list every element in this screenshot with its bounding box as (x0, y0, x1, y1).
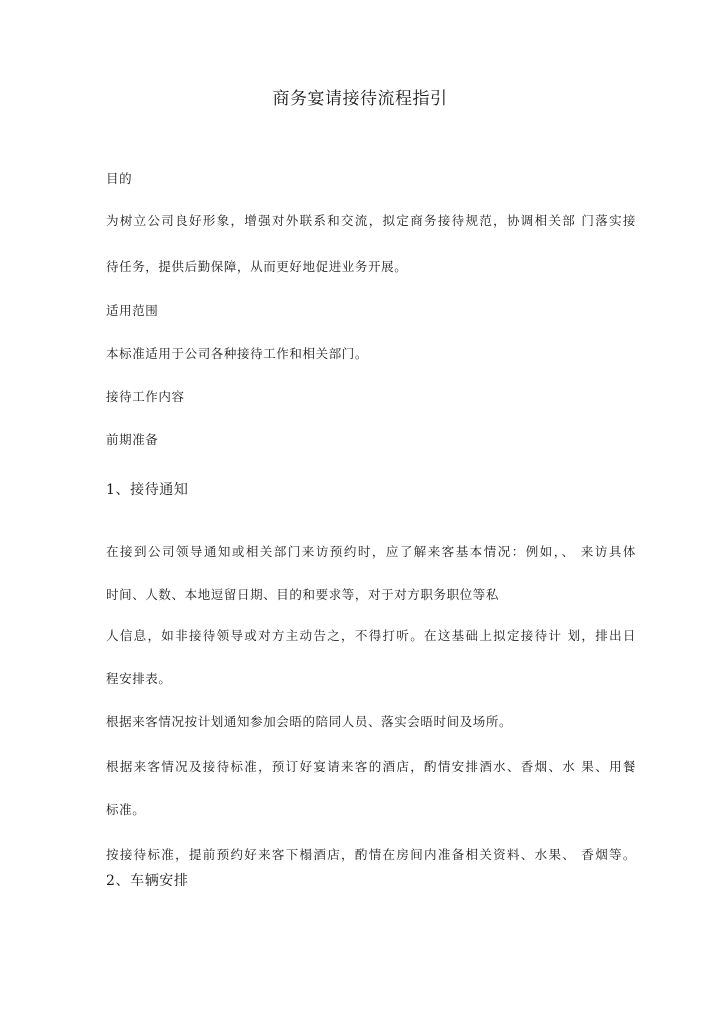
paragraph-line: 时间、人数、本地逗留日期、目的和要求等，对于对方职务职位等私 (106, 587, 500, 602)
paragraph-line: 人信息，如非接待领导或对方主动告之，不得打听。在这基础上拟定接待计 划，排出日 (106, 628, 636, 643)
paragraph-line: 待任务，提供后勤保障，从而更好地促进业务开展。 (106, 259, 408, 274)
section-heading-scope: 适用范围 (106, 303, 159, 318)
paragraph-line: 按接待标准，提前预约好来客下榻酒店，酌情在房间内准备相关资料、水果、 香烟等。 (106, 847, 636, 862)
paragraph-line: 本标准适用于公司各种接待工作和相关部门。 (106, 346, 369, 361)
section-heading-content: 接待工作内容 (106, 389, 185, 404)
paragraph-line: 标准。 (106, 802, 146, 817)
numbered-heading-notice: 1、接待通知 (106, 482, 189, 498)
section-heading-purpose: 目的 (106, 171, 133, 186)
section-heading-preparation: 前期准备 (106, 432, 159, 447)
document-title: 商务宴请接待流程指引 (272, 89, 448, 109)
paragraph-line: 为树立公司良好形象，增强对外联系和交流，拟定商务接待规范，协调相关部 门落实接 (106, 213, 636, 228)
paragraph-line: 根据来客情况按计划通知参加会晤的陪同人员、落实会晤时间及场所。 (106, 714, 513, 729)
paragraph-line: 在接到公司领导通知或相关部门来访预约时，应了解来客基本情况：例如，、 来访具体 (106, 544, 636, 559)
paragraph-line: 程安排表。 (106, 671, 172, 686)
paragraph-line: 根据来客情况及接待标准，预订好宴请来客的酒店，酌情安排酒水、香烟、水 果、用餐 (106, 759, 636, 774)
numbered-heading-vehicle: 2、车辆安排 (106, 873, 189, 889)
